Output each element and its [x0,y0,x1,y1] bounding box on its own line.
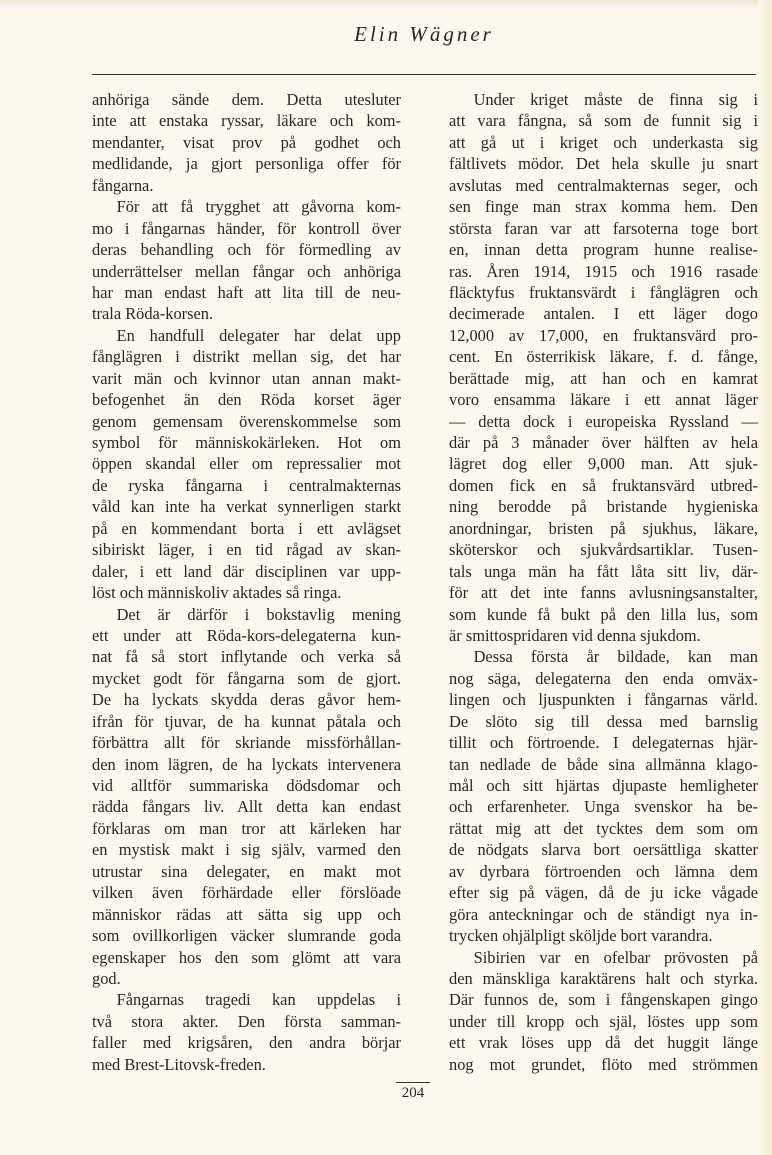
page-right-edge [758,0,772,1155]
text-line: För att få trygghet att gåvorna kom- [116,197,401,217]
text-line: ifrån för tjuvar, de ha kunnat påtala och [92,711,401,731]
text-line: sibiriskt läger, i en tid rågad av skan- [92,540,401,560]
right-column [449,89,758,1075]
text-line: — detta dock i europeiska Ryssland — [449,411,758,431]
text-line: anhöriga sände dem. Detta utesluter [92,90,401,109]
text-line: den inom lägren, de ha lyckats intervenera [92,754,401,774]
text-line: förbättra allt för skriande missförhållan- [92,733,401,753]
text-line: avslutas med centralmakternas seger, och [449,175,758,195]
text-line: rädda fångars liv. Allt detta kan endast [92,797,401,817]
text-line: De ha lyckats skydda deras gåvor hem- [92,690,401,710]
text-line: De slöto sig till dessa med barnslig [449,711,758,731]
text-line: trala Röda-korsen. [92,304,214,324]
text-line: egenskaper hos den som glömt att vara [92,947,401,967]
text-line: tals unga män ha fått låta sitt liv, där- [449,561,758,581]
text-line: symbol för människokärleken. Hot om [92,433,401,452]
text-line: lägret dog eller 9,000 man. Att sjuk- [449,454,758,474]
text-line: där på 3 månader över hälften av hela [449,433,758,452]
text-line: vid alltför summariska dödsdomar och [92,776,401,795]
text-line: nat få så stort inflytande och verka så [92,647,401,667]
text-line: decimerade antalen. I ett läger dogo [449,304,758,324]
text-line: de nödgats slarva bort oersättliga skatter [449,840,758,860]
text-line: mål och sitt hjärtas djupaste hemligheter [449,776,758,795]
text-line: öppen skandal eller om repressalier mot [92,454,401,474]
text-line: göra anteckningar och de ständigt nya in- [449,904,758,924]
text-line: anordningar, bristen på sjukhus, läkare, [449,518,758,538]
page-number: 204 [401,1085,425,1101]
text-line: Dessa första år bildade, kan man [473,647,758,667]
text-line: mendanter, visat prov på godhet och [92,132,401,152]
text-line: fältlivets mödor. Det hela skulle ju snart [449,154,758,174]
text-line: de ryska fångarna i centralmakternas [92,475,401,495]
text-line: under till kropp och själ, löstes upp som [449,1011,758,1031]
text-line: Fångarnas tragedi kan uppdelas i [116,990,401,1010]
text-line: varit män och kvinnor utan annan makt- [92,368,401,388]
text-line: ning berodde på bristande hygieniska [449,497,758,517]
text-line: en, innan detta program hunne realise- [449,240,758,260]
text-line: förklaras om man tror att kärleken har [92,818,401,838]
text-line: Sibirien var en ofelbar prövosten på [473,947,758,967]
text-line: en mystisk makt i sig själv, varmed den [92,840,401,860]
text-line: våld kan inte ha verkat synnerligen starkt [92,497,401,517]
text-line: den mänskliga karaktärens halt och styrka. [449,968,758,988]
text-line: efter sig på vägen, då de ju icke vågade [449,883,758,903]
text-line: för att det inte fanns avlusningsanstalter, [449,583,758,603]
text-line: faller med krigsåren, den andra börjar [92,1033,401,1053]
text-line: vilken även förhärdade eller förslöade [92,883,401,903]
text-line: med Brest-Litovsk-freden. [92,1054,266,1074]
text-line: ett vrak löses upp då det huggit länge [449,1033,758,1053]
text-line: trycken ohjälpligt sköljde bort varandra. [449,926,713,946]
page-number-rule [396,1082,430,1083]
text-line: ett under att Röda-kors-delegaterna kun- [92,625,401,645]
text-line: genom gemensam överenskommelse som [92,411,401,431]
text-line: Det är därför i bokstavlig mening [116,604,401,624]
text-line: underrättelser mellan fångar och anhöriga [92,261,401,281]
text-line: ras. Åren 1914, 1915 och 1916 rasade [449,261,758,281]
text-line: av dyrbara förtroenden och lämna dem [449,861,758,881]
text-line: är smittospridaren vid denna sjukdom. [449,625,701,645]
text-line: nog säga, delegaterna den enda omväx- [449,668,758,688]
text-line: domen fick en så fruktansvärd utbred- [449,475,758,495]
text-line: två stora akter. Den första samman- [92,1011,401,1031]
text-line: god. [92,968,121,988]
text-line: En handfull delegater har delat upp [116,325,401,345]
text-line: cent. En österrikisk läkare, f. d. fånge, [449,347,758,367]
text-line: inte att enstaka ryssar, läkare och kom- [92,111,401,131]
text-line: största faran var att farsoterna toge bort [449,218,758,238]
text-line: Under kriget måste de finna sig i [473,90,758,109]
text-line: som kunde få bukt på den lilla lus, som [449,604,758,624]
text-line: mo i fångarnas händer, för kontroll över [92,218,401,238]
text-line: berättade mig, att han och en kamrat [449,368,758,388]
text-line: på en kommendant borta i ett avlägset [92,518,401,538]
text-line: medlidande, ja gjort personliga offer för [92,154,401,174]
text-line: rättat mig att det tycktes dem som om [449,818,758,838]
text-line: Där funnos de, som i fångenskapen gingo [449,990,758,1010]
text-line: lingen och ljuspunkten i fångarnas värld. [449,690,758,710]
text-line: att gå ut i kriget och underkasta sig [449,132,758,152]
text-line: utrustar sina delegater, en makt mot [92,861,401,881]
header-rule [92,74,756,75]
text-line: mycket godt för fångarna som de gjort. [92,668,401,688]
text-line: voro ensamma läkare i ett annat läger [449,390,758,410]
text-line: sen finge man strax komma hem. Den [449,197,758,217]
text-line: tan nedlade de både sina allmänna klago- [449,754,758,774]
text-line: befogenhet än den Röda korset äger [92,390,401,410]
text-line: och erfarenheter. Unga svenskor ha be- [449,797,758,817]
text-line: löst och människoliv aktades så ringa. [92,583,342,603]
text-line: daler, i ett land där disciplinen var upp- [92,561,401,581]
text-line: som ovillkorligen väcker slumrande goda [92,926,401,946]
page-top-edge [0,0,772,8]
text-line: 12,000 av 17,000, en fruktansvärd pro- [449,325,758,345]
text-line: människor rädas att sätta sig upp och [92,904,401,924]
text-line: har man endast haft att lita till de neu- [92,282,401,302]
text-line: tillit och förtroende. I delegaternas hjär- [449,733,758,753]
text-line: fångarna. [92,175,154,195]
text-line: deras behandling och för förmedling av [92,240,401,260]
text-line: sköterskor och sjukvårdsartiklar. Tusen- [449,540,758,560]
text-line: att vara fångna, så som de funnit sig i [449,111,758,131]
left-column [92,89,401,1075]
text-line: fläcktyfus fruktansvärdt i fånglägren och [449,282,758,302]
running-head: Elin Wägner [354,22,494,46]
text-line: nog mot grundet, flöto med strömmen [449,1054,758,1074]
text-line: fånglägren i distrikt mellan sig, det har [92,347,401,367]
